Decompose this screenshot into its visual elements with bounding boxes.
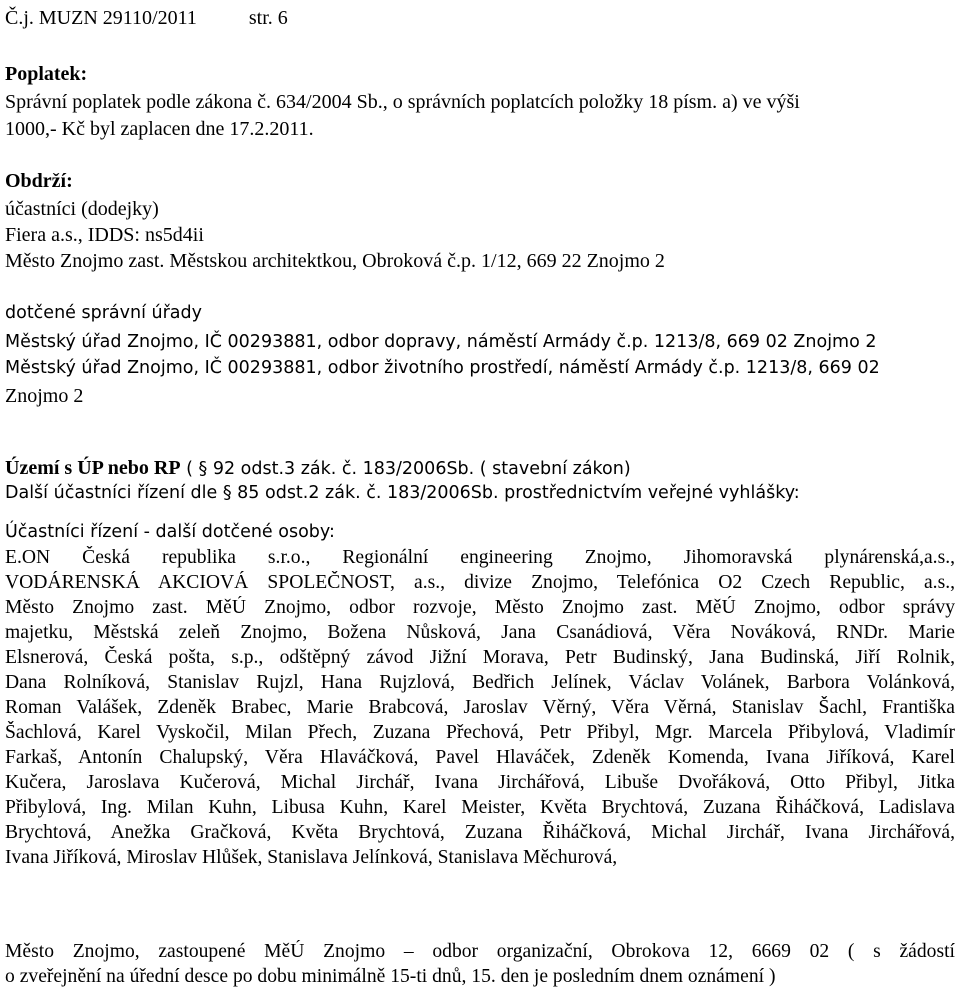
territory-line bbox=[5, 456, 631, 481]
participants-line: Město Znojmo zast. MěÚ Znojmo, odbor rozvoje, Město Znojmo zast. MěÚ Znojmo, odbor správy bbox=[5, 597, 955, 618]
participants-line: Elsnerová, Česká pošta, s.p., odštěpný závod Jižní Morava, Petr Budinský, Jana Budinská, Jiří Rolnik, bbox=[5, 647, 955, 668]
further-participants-line bbox=[5, 481, 800, 505]
recipient-item: Fiera a.s., IDDS: ns5d4ii bbox=[5, 224, 204, 246]
recipient-item: Město Znojmo zast. Městskou architektkou, Obroková č.p. 1/12, 669 22 Znojmo 2 bbox=[5, 250, 665, 272]
further-participants-reference: 85 odst.2 zák. č. 183/2006Sb. prostřednictvím veřejné vyhlášky: bbox=[231, 483, 800, 503]
participants-line: Farkaš, Antonín Chalupský, Věra Hlaváčková, Pavel Hlaváček, Zdeněk Komenda, Ivana Jiříková, Karel bbox=[5, 747, 955, 768]
section-sign: § bbox=[198, 459, 208, 479]
participants-line: Roman Valášek, Zdeněk Brabec, Marie Brabcová, Jaroslav Věrný, Věra Věrná, Stanislav Šachl, Františka bbox=[5, 697, 955, 718]
territory-paren: ( bbox=[180, 459, 199, 479]
recipients-subtitle: účastníci (dodejky) bbox=[5, 198, 159, 220]
recipients-heading: Obdrží: bbox=[5, 170, 73, 192]
reference-number: Č.j. MUZN 29110/2011 bbox=[5, 7, 197, 29]
page-number: str. 6 bbox=[248, 7, 288, 29]
closing-line: o zveřejnění na úřední desce po dobu minimálně 15-ti dnů, 15. den je posledním dnem oznámení ) bbox=[5, 966, 776, 987]
fee-text-line: Správní poplatek podle zákona č. 634/2004 Sb., o správních poplatcích položky 18 písm. a) ve výši bbox=[5, 91, 800, 113]
document-header bbox=[5, 6, 288, 30]
participants-line: majetku, Městská zeleň Znojmo, Božena Nůsková, Jana Csanádiová, Věra Nováková, RNDr. Marie bbox=[5, 622, 955, 643]
participants-line: Ivana Jiříková, Miroslav Hlůšek, Stanislava Jelínková, Stanislava Měchurová, bbox=[5, 847, 618, 868]
section-sign: § bbox=[222, 483, 232, 503]
closing-line: Město Znojmo, zastoupené MěÚ Znojmo – odbor organizační, Obrokova 12, 6669 02 ( s žádostí bbox=[5, 941, 955, 962]
office-line: Znojmo 2 bbox=[5, 385, 84, 407]
further-participants-lead: Další účastníci řízení dle bbox=[5, 483, 223, 503]
office-line: Městský úřad Znojmo, IČ 00293881, odbor životního prostředí, náměstí Armády č.p. 1213/8, 669 02 bbox=[5, 358, 880, 378]
participants-line: Brychtová, Anežka Gračková, Květa Brychtová, Zuzana Řiháčková, Michal Jirchář, Ivana Jirchářová, bbox=[5, 822, 955, 843]
fee-heading: Poplatek: bbox=[5, 63, 88, 85]
office-line: Městský úřad Znojmo, IČ 00293881, odbor dopravy, náměstí Armády č.p. 1213/8, 669 02 Znojmo 2 bbox=[5, 332, 877, 352]
participants-line: Přibylová, Ing. Milan Kuhn, Libusa Kuhn, Karel Meister, Květa Brychtová, Zuzana Řiháčková, Ladislava bbox=[5, 797, 955, 818]
participants-line: VODÁRENSKÁ AKCIOVÁ SPOLEČNOST, a.s., divize Znojmo, Telefónica O2 Czech Republic, a.s., bbox=[5, 572, 955, 593]
other-participants-heading: Účastníci řízení - další dotčené osoby: bbox=[5, 522, 335, 542]
territory-bold-label: Území s ÚP nebo RP bbox=[5, 457, 181, 479]
fee-text-line: 1000,- Kč byl zaplacen dne 17.2.2011. bbox=[5, 118, 314, 140]
territory-reference: 92 odst.3 zák. č. 183/2006Sb. ( stavební zákon) bbox=[207, 459, 631, 479]
participants-line: Kučera, Jaroslava Kučerová, Michal Jirchář, Ivana Jirchářová, Libuše Dvořáková, Otto Přibyl, Jitka bbox=[5, 772, 955, 793]
offices-heading: dotčené správní úřady bbox=[5, 303, 202, 323]
participants-line: E.ON Česká republika s.r.o., Regionální engineering Znojmo, Jihomoravská plynárenská,a.s., bbox=[5, 547, 955, 568]
participants-line: Šachlová, Karel Vyskočil, Milan Přech, Zuzana Přechová, Petr Přibyl, Mgr. Marcela Přibylová, Vladimír bbox=[5, 722, 955, 743]
participants-line: Dana Rolníková, Stanislav Rujzl, Hana Rujzlová, Bedřich Jelínek, Václav Volánek, Barbora Volánková, bbox=[5, 672, 955, 693]
